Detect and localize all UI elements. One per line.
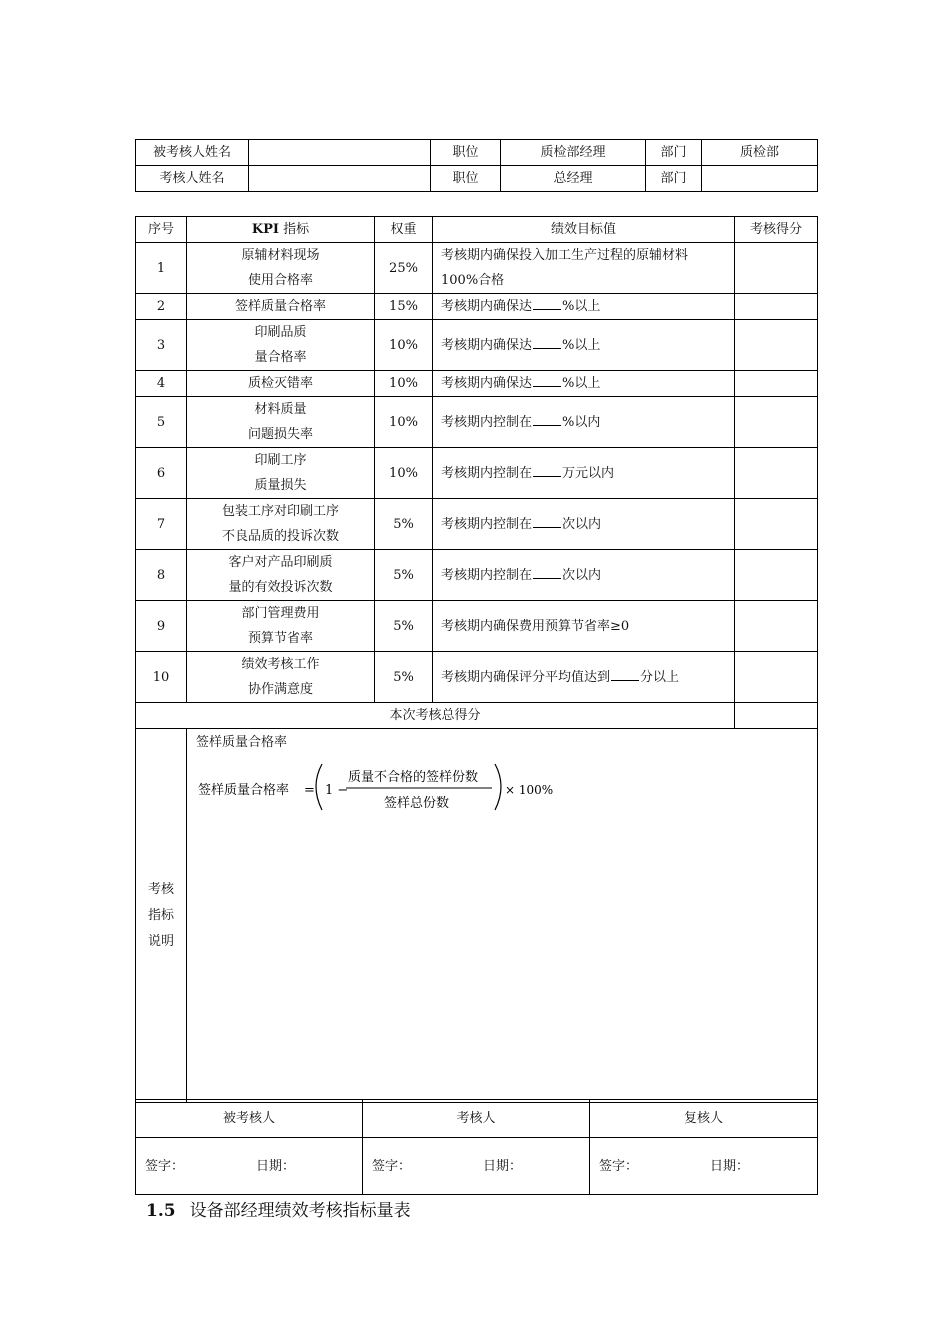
target-prefix: 考核期内确保达 bbox=[441, 299, 533, 314]
kpi-name bbox=[187, 243, 375, 294]
assessee-sign-field[interactable] bbox=[136, 1138, 363, 1195]
date-label: 日期： bbox=[483, 1158, 523, 1174]
kpi-weight: 10% bbox=[375, 371, 433, 397]
col-header-kpi bbox=[187, 217, 375, 243]
kpi-name bbox=[187, 601, 375, 652]
sign-label: 签字： bbox=[372, 1158, 412, 1174]
kpi-score[interactable] bbox=[735, 371, 818, 397]
total-label: 本次考核总得分 bbox=[136, 703, 735, 729]
row-number: 9 bbox=[136, 601, 187, 652]
kpi-target bbox=[433, 397, 735, 448]
target-prefix: 考核期内确保达 bbox=[441, 376, 533, 391]
kpi-line: 签样质量合格率 bbox=[234, 299, 326, 314]
kpi-weight: 15% bbox=[375, 294, 433, 320]
col-header-weight: 权重 bbox=[375, 217, 433, 243]
kpi-row bbox=[136, 320, 818, 371]
kpi-header-row bbox=[136, 217, 818, 243]
target-prefix: 考核期内控制在 bbox=[441, 414, 533, 430]
role-assessee: 被考核人 bbox=[136, 1100, 363, 1138]
col-header-score: 考核得分 bbox=[735, 217, 818, 243]
kpi-row bbox=[136, 550, 818, 601]
formula bbox=[198, 760, 578, 812]
kpi-target bbox=[433, 550, 735, 601]
kpi-weight: 25% bbox=[375, 243, 433, 294]
assessor-row bbox=[136, 166, 818, 192]
target-blank[interactable] bbox=[533, 516, 561, 528]
kpi-name bbox=[187, 550, 375, 601]
kpi-score[interactable] bbox=[735, 652, 818, 703]
row-number: 7 bbox=[136, 499, 187, 550]
kpi-weight: 5% bbox=[375, 550, 433, 601]
target-blank[interactable] bbox=[533, 375, 561, 387]
target-line: 考核期内确保投入加工生产过程的原辅材料 bbox=[441, 248, 689, 263]
kpi-target bbox=[433, 652, 735, 703]
target-suffix: %以内 bbox=[562, 414, 601, 430]
sign-label: 签字： bbox=[599, 1158, 639, 1174]
target-blank[interactable] bbox=[533, 414, 561, 426]
target-line: 100%合格 bbox=[441, 273, 505, 288]
assessor-name-value[interactable] bbox=[249, 166, 431, 192]
kpi-target bbox=[433, 320, 735, 371]
kpi-line: 质量损失 bbox=[254, 478, 307, 493]
assessee-row bbox=[136, 140, 818, 166]
row-number: 10 bbox=[136, 652, 187, 703]
target-suffix: %以上 bbox=[562, 376, 601, 391]
kpi-score[interactable] bbox=[735, 550, 818, 601]
kpi-weight: 10% bbox=[375, 320, 433, 371]
signature-roles-row bbox=[136, 1100, 818, 1138]
kpi-line: 印刷工序 bbox=[254, 453, 307, 468]
kpi-weight: 5% bbox=[375, 601, 433, 652]
notes-label-line: 指标 bbox=[147, 907, 174, 923]
reviewer-sign-field[interactable] bbox=[590, 1138, 818, 1195]
kpi-score[interactable] bbox=[735, 601, 818, 652]
kpi-line: 材料质量 bbox=[254, 402, 307, 417]
sign-label: 签字： bbox=[145, 1158, 185, 1174]
kpi-name bbox=[187, 448, 375, 499]
section-number: 1.5 bbox=[146, 1201, 176, 1221]
target-prefix: 考核期内确保评分平均值达到 bbox=[441, 669, 611, 685]
kpi-target bbox=[433, 448, 735, 499]
col-header-number: 序号 bbox=[136, 217, 187, 243]
formula-lhs: 签样质量合格率 bbox=[198, 783, 290, 798]
role-reviewer: 复核人 bbox=[590, 1100, 818, 1138]
row-number: 3 bbox=[136, 320, 187, 371]
target-suffix: 万元以内 bbox=[562, 465, 615, 481]
kpi-line: 预算节省率 bbox=[247, 631, 313, 646]
kpi-target bbox=[433, 243, 735, 294]
kpi-target bbox=[433, 294, 735, 320]
kpi-bold-label: KPI bbox=[251, 222, 279, 237]
section-title: 设备部经理绩效考核指标量表 bbox=[189, 1201, 411, 1221]
assessor-sign-field[interactable] bbox=[363, 1138, 590, 1195]
notes-label bbox=[136, 729, 187, 1103]
target-suffix: 分以上 bbox=[640, 669, 680, 685]
kpi-row bbox=[136, 448, 818, 499]
row-number: 4 bbox=[136, 371, 187, 397]
kpi-score[interactable] bbox=[735, 499, 818, 550]
assessor-position-value: 总经理 bbox=[501, 166, 646, 192]
notes-title: 签样质量合格率 bbox=[196, 735, 288, 750]
assessor-department-value[interactable] bbox=[702, 166, 818, 192]
target-suffix: 次以内 bbox=[562, 516, 602, 532]
kpi-weight: 5% bbox=[375, 652, 433, 703]
target-blank[interactable] bbox=[533, 465, 561, 477]
kpi-score[interactable] bbox=[735, 397, 818, 448]
kpi-row bbox=[136, 499, 818, 550]
kpi-line: 使用合格率 bbox=[247, 273, 313, 288]
formula-numerator: 质量不合格的签样份数 bbox=[348, 770, 479, 785]
kpi-row bbox=[136, 294, 818, 320]
formula-times-100: × 100% bbox=[505, 783, 554, 797]
target-blank[interactable] bbox=[611, 669, 639, 681]
kpi-weight: 5% bbox=[375, 499, 433, 550]
assessee-department-value: 质检部 bbox=[702, 140, 818, 166]
target-prefix: 考核期内确保达 bbox=[441, 337, 533, 353]
target-suffix: 次以内 bbox=[562, 567, 602, 583]
kpi-name bbox=[187, 652, 375, 703]
kpi-line: 部门管理费用 bbox=[241, 606, 320, 621]
kpi-line: 量的有效投诉次数 bbox=[228, 580, 333, 595]
target-blank[interactable] bbox=[533, 337, 561, 349]
kpi-line: 不良品质的投诉次数 bbox=[221, 529, 339, 544]
kpi-row bbox=[136, 601, 818, 652]
formula-left-paren bbox=[316, 764, 322, 810]
kpi-score[interactable] bbox=[735, 320, 818, 371]
kpi-score[interactable] bbox=[735, 294, 818, 320]
formula-right-paren bbox=[495, 764, 501, 810]
kpi-line: 印刷品质 bbox=[254, 325, 307, 340]
kpi-row bbox=[136, 243, 818, 294]
row-number: 5 bbox=[136, 397, 187, 448]
signature-table bbox=[135, 1099, 818, 1195]
kpi-name bbox=[187, 371, 375, 397]
kpi-name bbox=[187, 294, 375, 320]
kpi-name bbox=[187, 320, 375, 371]
date-label: 日期： bbox=[710, 1158, 750, 1174]
target-prefix: 考核期内控制在 bbox=[441, 516, 533, 532]
kpi-line: 量合格率 bbox=[254, 350, 307, 365]
total-score[interactable] bbox=[735, 703, 818, 729]
notes-label-line: 说明 bbox=[147, 933, 174, 949]
kpi-line: 原辅材料现场 bbox=[241, 248, 320, 263]
target-suffix: %以上 bbox=[562, 299, 601, 314]
formula-one-minus: 1 − bbox=[325, 783, 349, 798]
total-row bbox=[136, 703, 818, 729]
kpi-line: 协作满意度 bbox=[247, 682, 313, 697]
formula-equals: = bbox=[304, 783, 315, 798]
kpi-target bbox=[433, 371, 735, 397]
row-number: 6 bbox=[136, 448, 187, 499]
kpi-score[interactable] bbox=[735, 448, 818, 499]
kpi-weight: 10% bbox=[375, 448, 433, 499]
kpi-line: 绩效考核工作 bbox=[241, 657, 320, 672]
row-number: 1 bbox=[136, 243, 187, 294]
target-suffix: %以上 bbox=[562, 337, 601, 353]
kpi-target bbox=[433, 601, 735, 652]
position-label: 职位 bbox=[431, 140, 501, 166]
kpi-weight: 10% bbox=[375, 397, 433, 448]
kpi-row bbox=[136, 652, 818, 703]
row-number: 2 bbox=[136, 294, 187, 320]
assessee-name-label: 被考核人姓名 bbox=[136, 140, 249, 166]
kpi-target bbox=[433, 499, 735, 550]
kpi-line: 包装工序对印刷工序 bbox=[221, 504, 339, 519]
target-prefix: 考核期内控制在 bbox=[441, 567, 533, 583]
kpi-name bbox=[187, 397, 375, 448]
role-assessor: 考核人 bbox=[363, 1100, 590, 1138]
signature-fields-row bbox=[136, 1138, 818, 1195]
assessee-position-value: 质检部经理 bbox=[501, 140, 646, 166]
date-label: 日期： bbox=[256, 1158, 296, 1174]
section-heading bbox=[146, 1196, 411, 1221]
kpi-row bbox=[136, 371, 818, 397]
row-number: 8 bbox=[136, 550, 187, 601]
department-label: 部门 bbox=[646, 140, 702, 166]
notes-label-line: 考核 bbox=[147, 881, 174, 897]
kpi-row bbox=[136, 397, 818, 448]
target-blank[interactable] bbox=[533, 298, 561, 310]
position-label: 职位 bbox=[431, 166, 501, 192]
target-text: 考核期内确保费用预算节省率≥0 bbox=[441, 618, 630, 634]
col-header-target: 绩效目标值 bbox=[433, 217, 735, 243]
formula-denominator: 签样总份数 bbox=[384, 796, 450, 811]
target-blank[interactable] bbox=[533, 567, 561, 579]
assessee-name-value[interactable] bbox=[249, 140, 431, 166]
kpi-line: 问题损失率 bbox=[247, 427, 313, 442]
kpi-name bbox=[187, 499, 375, 550]
header-info-table bbox=[135, 139, 818, 192]
kpi-table bbox=[135, 216, 818, 1103]
target-prefix: 考核期内控制在 bbox=[441, 465, 533, 481]
kpi-line: 客户对产品印刷质 bbox=[228, 555, 333, 570]
department-label: 部门 bbox=[646, 166, 702, 192]
assessor-name-label: 考核人姓名 bbox=[136, 166, 249, 192]
kpi-line: 质检灭错率 bbox=[247, 376, 313, 391]
kpi-label-rest: 指标 bbox=[279, 222, 310, 237]
kpi-score[interactable] bbox=[735, 243, 818, 294]
